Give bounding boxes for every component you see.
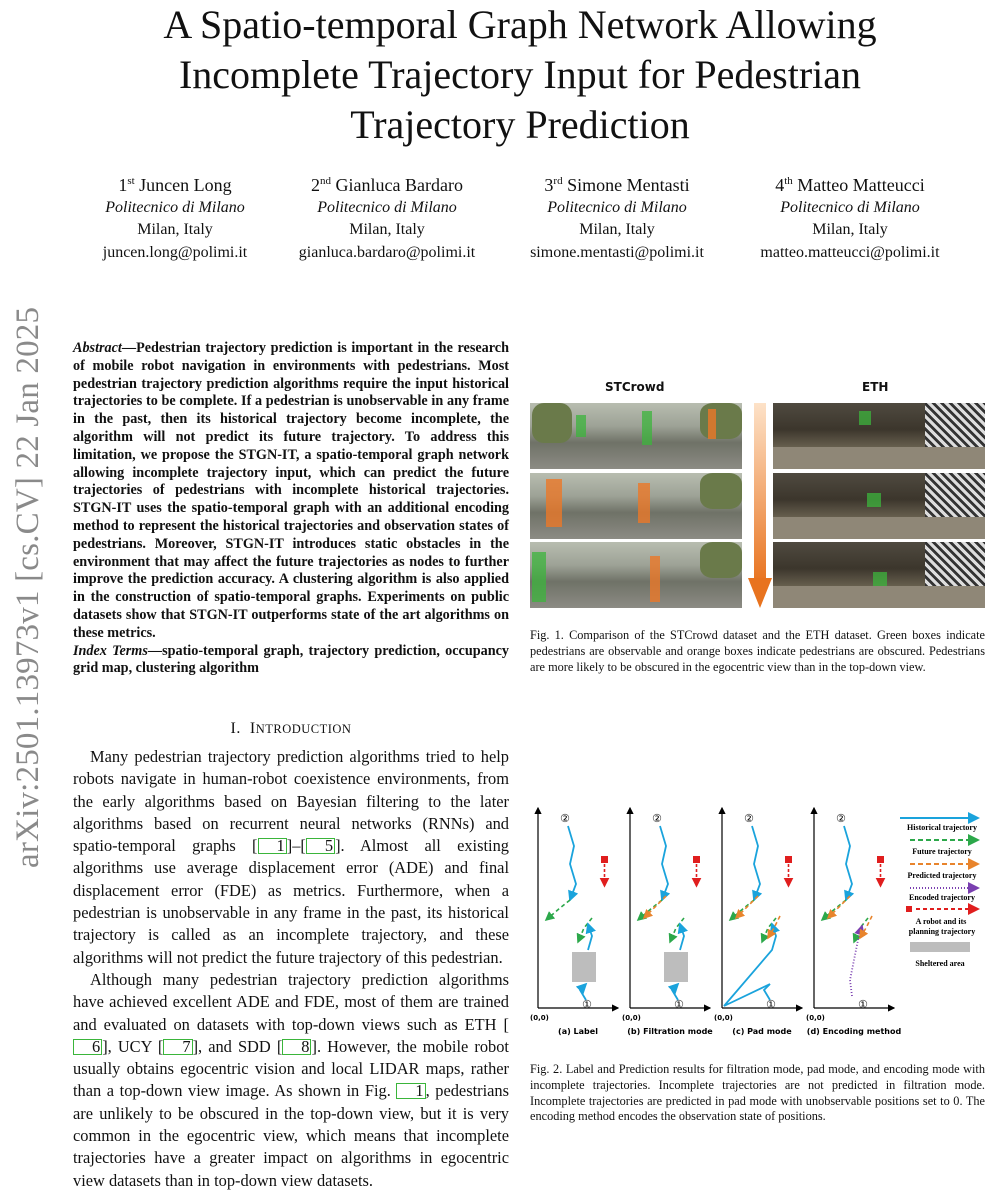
section-heading — [73, 720, 509, 738]
node-2-label: ② — [560, 812, 570, 825]
figure-link[interactable]: 1 — [396, 1083, 425, 1099]
author-block-3 — [502, 170, 732, 264]
robot-marker — [693, 856, 700, 863]
author-ordinal: 2 — [311, 175, 321, 195]
robot-marker — [601, 856, 608, 863]
author-affiliation: Politecnico di Milano — [780, 198, 920, 216]
eth-frame-1 — [773, 403, 985, 469]
origin-label: (0,0) — [806, 1014, 825, 1022]
title-line-2: Incomplete Trajectory Input for Pedestrian — [178, 52, 862, 97]
author-location: Milan, Italy — [137, 221, 213, 238]
sheltered-area — [572, 952, 596, 982]
abstract — [73, 340, 509, 678]
node-1-label: ① — [674, 998, 684, 1011]
node-2-label: ② — [836, 812, 846, 825]
paragraph-text: , UCY — [107, 1036, 158, 1056]
citation-link[interactable]: 8 — [282, 1039, 311, 1055]
fig2-panel-2 — [622, 808, 713, 1036]
historical-trajectory-2 — [660, 826, 668, 900]
author-name: Gianluca Bardaro — [335, 175, 463, 195]
fig2-panel-1 — [530, 808, 618, 1036]
robot-marker — [785, 856, 792, 863]
author-affiliation: Politecnico di Milano — [105, 198, 245, 216]
intro-body — [73, 746, 509, 1192]
section-title-rest: NTRODUCTION — [255, 722, 352, 736]
legend-sheltered-label: Sheltered area — [915, 959, 965, 968]
author-email: juncen.long@polimi.it — [102, 243, 248, 261]
eth-frame-2 — [773, 473, 985, 539]
node-1-label: ① — [858, 998, 868, 1011]
citation-link[interactable]: 6 — [73, 1039, 102, 1055]
author-email: simone.mentasti@polimi.it — [530, 243, 704, 261]
abstract-text: —Pedestrian trajectory prediction is important in the research of mobile robot navigation in environments with pedestrians. Most pedestrian trajectory prediction algorithms require the input historical trajectories to be complete. If a pedestrian is unobservable in any frame in the past, then its historical trajectory become incomplete, the algorithm will not predict its future trajectory. To address this limitation, we propose the STGN-IT, a spatio-temporal graph network allowing incomplete trajectory input, which can predict the future trajectories of pedestrians with incomplete historical trajectories. STGN-IT uses the spatio-temporal graph with an additional encoding method to represent the historical trajectories and observation states of pedestrians. Moreover, STGN-IT introduces static obstacles in the environment that may affect the future trajectories as nodes to further improve the prediction accuracy. A clustering algorithm is also applied in the construction of spatio-temporal graphs. Experiments on public datasets show that STGN-IT outperforms state of the art algorithms on these metrics. — [73, 340, 509, 641]
section-number: I. — [230, 720, 241, 737]
fig1-right-label: ETH — [862, 380, 889, 394]
historical-trajectory-2 — [752, 826, 760, 900]
paper-title — [40, 0, 986, 150]
node-1-label: ① — [766, 998, 776, 1011]
node-1-label: ① — [582, 998, 592, 1011]
author-affiliation: Politecnico di Milano — [547, 198, 687, 216]
historical-trajectory-2 — [568, 826, 576, 900]
origin-label: (0,0) — [530, 1014, 549, 1022]
index-terms-text: —spatio-temporal graph, trajectory prediction, occupancy grid map, clustering algorithm — [73, 642, 509, 677]
section-title-initial: I — [249, 720, 256, 737]
historical-trajectory-1b — [588, 924, 592, 950]
author-email: gianluca.bardaro@polimi.it — [298, 243, 476, 261]
citation-link[interactable]: 5 — [306, 838, 335, 854]
future-trajectory-1 — [854, 918, 868, 942]
author-name: Simone Mentasti — [567, 175, 690, 195]
legend-robot-marker — [906, 906, 912, 912]
author-ordinal-suffix: rd — [553, 175, 563, 187]
origin-label: (0,0) — [714, 1014, 733, 1022]
author-name: Juncen Long — [139, 175, 232, 195]
stcrowd-frame-2 — [530, 473, 742, 539]
author-ordinal: 1 — [118, 175, 128, 195]
fig2-caption: Fig. 2. Label and Prediction results for filtration mode, pad mode, and encoding mode with incomplete trajectories. Incomplete trajectories are not predicted in filtration mode. Incomplete trajectories are predicted in pad mode with unobservable positions set to 0. The encoding method encodes the observation state of positions. — [530, 1062, 985, 1124]
time-arrow-shaft — [754, 403, 766, 583]
fig1-left-label: STCrowd — [605, 380, 665, 394]
fig2-panel-4 — [806, 808, 901, 1036]
author-affiliation: Politecnico di Milano — [317, 198, 457, 216]
paragraph-text: Many pedestrian trajectory prediction algorithms tried to help robots navigate in human-robot coexistence environments, from the early algorithms based on Bayesian filtering to the later algorithms based on recurrent neural networks (RNNs) and spatio-temporal graphs — [73, 747, 509, 856]
citation-link[interactable]: 1 — [258, 838, 287, 854]
legend-robot-label — [909, 917, 975, 936]
author-ordinal: 4 — [775, 175, 785, 195]
author-ordinal-suffix: st — [127, 175, 135, 187]
legend-predicted-label: Predicted trajectory — [907, 871, 977, 880]
fig2-panel-3 — [714, 808, 802, 1036]
historical-trajectory-2 — [844, 826, 852, 900]
time-arrow-head — [748, 578, 772, 608]
future-trajectory-2 — [546, 900, 570, 920]
legend-robot-label-line-2: planning trajectory — [908, 927, 976, 936]
author-block-4 — [735, 170, 965, 264]
sheltered-area — [664, 952, 688, 982]
stcrowd-frame-1 — [530, 403, 742, 469]
robot-marker — [877, 856, 884, 863]
panel-label: (c) Pad mode — [732, 1027, 792, 1036]
paragraph-text: , and SDD — [198, 1036, 277, 1056]
paragraph-text: . However, the mobile robot usually obtains egocentric vision and local LIDAR maps, rather than a top-down view image. As shown in Fig. — [73, 1036, 509, 1101]
author-ordinal-suffix: nd — [320, 175, 332, 187]
panel-label: (a) Label — [558, 1027, 598, 1036]
historical-trajectory-1b — [680, 924, 684, 950]
author-block-1 — [60, 170, 290, 264]
author-location: Milan, Italy — [812, 221, 888, 238]
citation-link[interactable]: 7 — [163, 1039, 192, 1055]
author-name: Matteo Matteucci — [797, 175, 925, 195]
abstract-label: Abstract — [73, 340, 122, 356]
eth-frame-3 — [773, 542, 985, 608]
author-location: Milan, Italy — [579, 221, 655, 238]
origin-label: (0,0) — [622, 1014, 641, 1022]
paragraph-1: Many pedestrian trajectory prediction algorithms tried to help robots navigate in human-robot coexistence environments, from the early algorithms based on Bayesian filtering to the later algorithms based on recurrent neural networks (RNNs) and spatio-temporal graphs [ 1 ]–[ 5 ]. Almost all existing algorithms use average displacement error (ADE) and final displacement error (FDE) as metrics. Furthermore, when a pedestrian is unobservable in any frame in the past, its historical trajectory is called as an incomplete trajectory, and these algorithms will not predict the future trajectory of this pedestrian. — [73, 747, 509, 967]
node-2-label: ② — [652, 812, 662, 825]
fig2-legend — [900, 818, 978, 968]
panel-label: (d) Encoding method — [806, 1027, 902, 1036]
stcrowd-frame-3 — [530, 542, 742, 608]
paragraph-text: , pedestrians are unlikely to be obscured in the top-down view, but it is very common in the egocentric view, which means that incomplete trajectories have a greater impact on algorithms in egocentric view datasets than in top-down view datasets. — [73, 1081, 509, 1190]
paragraph-text: Although many pedestrian trajectory prediction algorithms have achieved excellent ADE and FDE, most of them are trained and evaluated on datasets with top-down views such as ETH — [73, 969, 509, 1034]
paragraph-2: Although many pedestrian trajectory prediction algorithms have achieved excellent ADE and FDE, most of them are trained and evaluated on datasets with top-down views such as ETH [6 ], UCY [ 7 ], and SDD [ 8 ]. However, the mobile robot usually obtains egocentric vision and local LIDAR maps, rather than a top-down view image. As shown in Fig. 1 , pedestrians are unlikely to be obscured in the top-down view, but it is very common in the egocentric view, which means that incomplete trajectories have a greater impact on algorithms in egocentric view datasets than in top-down view datasets. — [73, 969, 509, 1190]
panel-label: (b) Filtration mode — [627, 1027, 713, 1036]
author-block-2 — [272, 170, 502, 264]
legend-robot-label-line-1: A robot and its — [915, 917, 967, 926]
author-ordinal-suffix: th — [784, 175, 793, 187]
legend-future-label: Future trajectory — [912, 847, 972, 856]
figure-2 — [530, 800, 986, 1042]
citation-range-dash: – — [292, 836, 301, 856]
author-email: matteo.matteucci@polimi.it — [760, 243, 940, 261]
title-line-3: Trajectory Prediction — [350, 102, 690, 147]
fig1-caption: Fig. 1. Comparison of the STCrowd dataset and the ETH dataset. Green boxes indicate pedestrians are observable and orange boxes indicate pedestrians are obscured. Pedestrians are more likely to be obscured in the egocentric view than in the top-down view. — [530, 628, 985, 674]
arxiv-identifier: arXiv:2501.13973v1 [cs.CV] 22 Jan 2025 — [10, 306, 46, 868]
author-ordinal: 3 — [544, 175, 554, 195]
legend-historical-label: Historical trajectory — [907, 823, 977, 832]
title-line-1: A Spatio-temporal Graph Network Allowing — [163, 2, 877, 47]
node-2-label: ② — [744, 812, 754, 825]
legend-encoded-label: Encoded trajectory — [909, 893, 975, 902]
author-location: Milan, Italy — [349, 221, 425, 238]
paragraph-text: . Almost all existing algorithms use average displacement error (ADE) and final displacement error (FDE) as metrics. Furthermore, when a pedestrian is unobservable in any frame in the past, its historical trajectory is called as an incomplete trajectory, and these algorithms will not predict the future trajectory of this pedestrian. — [73, 836, 509, 967]
legend-sheltered-swatch — [910, 942, 970, 952]
index-terms-label: Index Terms — [73, 642, 148, 659]
